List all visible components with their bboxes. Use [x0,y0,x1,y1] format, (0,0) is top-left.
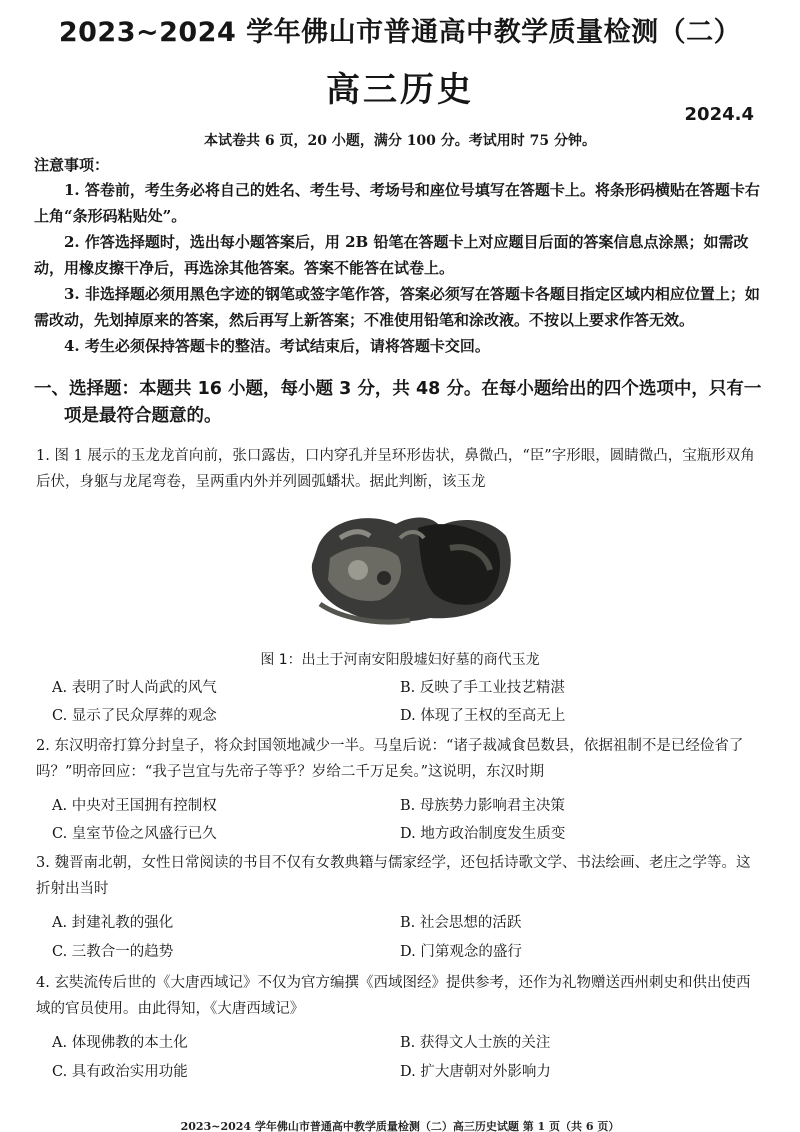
subject-title: 高三历史 [326,70,474,110]
q3-option-d: D. 门第观念的盛行 [400,944,522,960]
question-2-stem: 2. 东汉明帝打算分封皇子，将众封国领地减少一半。马皇后说：“诸子裁减食邑数县，依据祖制不是已经俭省了吗？”明帝回应：“我子岂宜与先帝子等乎？岁给二千万足矣。”这说明，东汉时期 [36,738,744,780]
question-4-stem: 4. 玄奘流传后世的《大唐西域记》不仅为官方编撰《西域图经》提供参考，还作为礼物赠送西州刺史和供出使西域的官员使用。由此得知，《大唐西域记》 [36,975,751,1017]
q3-option-c: C. 三教合一的趋势 [52,944,174,960]
exam-date: 2024.4 [684,104,754,125]
q2-option-d: D. 地方政治制度发生质变 [400,826,566,842]
figure-caption: 图 1：出土于河南安阳殷墟妇好墓的商代玉龙 [260,652,540,668]
q4-option-d: D. 扩大唐朝对外影响力 [400,1064,551,1080]
section-heading-line1: 一、选择题：本题共 16 小题，每小题 3 分，共 48 分。在每小题给出的四个选项中，只有一 [34,379,762,399]
q2-option-a: A. 中央对王国拥有控制权 [52,798,217,814]
q2-option-c: C. 皇室节俭之风盛行已久 [52,826,217,842]
section-heading [34,376,774,430]
note-item: 1. 答卷前，考生务必将自己的姓名、考生号、考场号和座位号填写在答题卡上。将条形码横贴在答题卡右上角“条形码粘贴处”。 [34,181,760,225]
q1-option-a: A. 表明了时人尚武的风气 [52,680,217,696]
q4-option-b: B. 获得文人士族的关注 [400,1035,551,1051]
notes-list [34,177,764,359]
q3-option-a: A. 封建礼教的强化 [52,915,174,931]
q4-option-a: A. 体现佛教的本土化 [52,1035,188,1051]
section-heading-line2: 项是最符合题意的。 [64,406,222,426]
note-item: 2. 作答选择题时，选出每小题答案后，用 2B 铅笔在答题卡上对应题目后面的答案信息点涂黑；如需改动，用橡皮擦干净后，再选涂其他答案。答案不能答在试卷上。 [34,233,749,277]
q1-option-d: D. 体现了王权的至高无上 [400,708,566,724]
question-3-stem: 3. 魏晋南北朝，女性日常阅读的书目不仅有女教典籍与儒家经学，还包括诗歌文学、书法绘画、老庄之学等。这折射出当时 [36,855,751,897]
note-item: 4. 考生必须保持答题卡的整洁。考试结束后，请将答题卡交回。 [64,337,490,355]
exam-title: 2023~2024 学年佛山市普通高中教学质量检测（二） [58,17,742,48]
q2-option-b: B. 母族势力影响君主决策 [400,798,565,814]
question-1-stem: 1. 图 1 展示的玉龙龙首向前，张口露齿，口内穿孔并呈环形齿状，鼻微凸，“臣”字形眼，圆睛微凸，宝瓶形双角后伏，身躯与龙尾弯卷，呈两重内外并列圆弧蟠状。据此判断，该玉龙 [36,448,755,490]
page-footer: 2023~2024 学年佛山市普通高中教学质量检测（二）高三历史试题 第 1 页（共 6 页） [180,1120,620,1132]
q3-option-b: B. 社会思想的活跃 [400,915,522,931]
note-item: 3. 非选择题必须用黑色字迹的钢笔或签字笔作答，答案必须写在答题卡各题目指定区域内相应位置上；如需改动，先划掉原来的答案，然后再写上新答案；不准使用铅笔和涂改液。不按以上要求作答无效。 [34,285,760,329]
q1-option-b: B. 反映了手工业技艺精湛 [400,680,565,696]
notes-title: 注意事项： [34,156,110,174]
q4-option-c: C. 具有政治实用功能 [52,1064,188,1080]
exam-info: 本试卷共 6 页，20 小题，满分 100 分。考试用时 75 分钟。 [203,133,597,149]
q1-option-c: C. 显示了民众厚葬的观念 [52,708,217,724]
jade-dragon-image [300,508,522,632]
